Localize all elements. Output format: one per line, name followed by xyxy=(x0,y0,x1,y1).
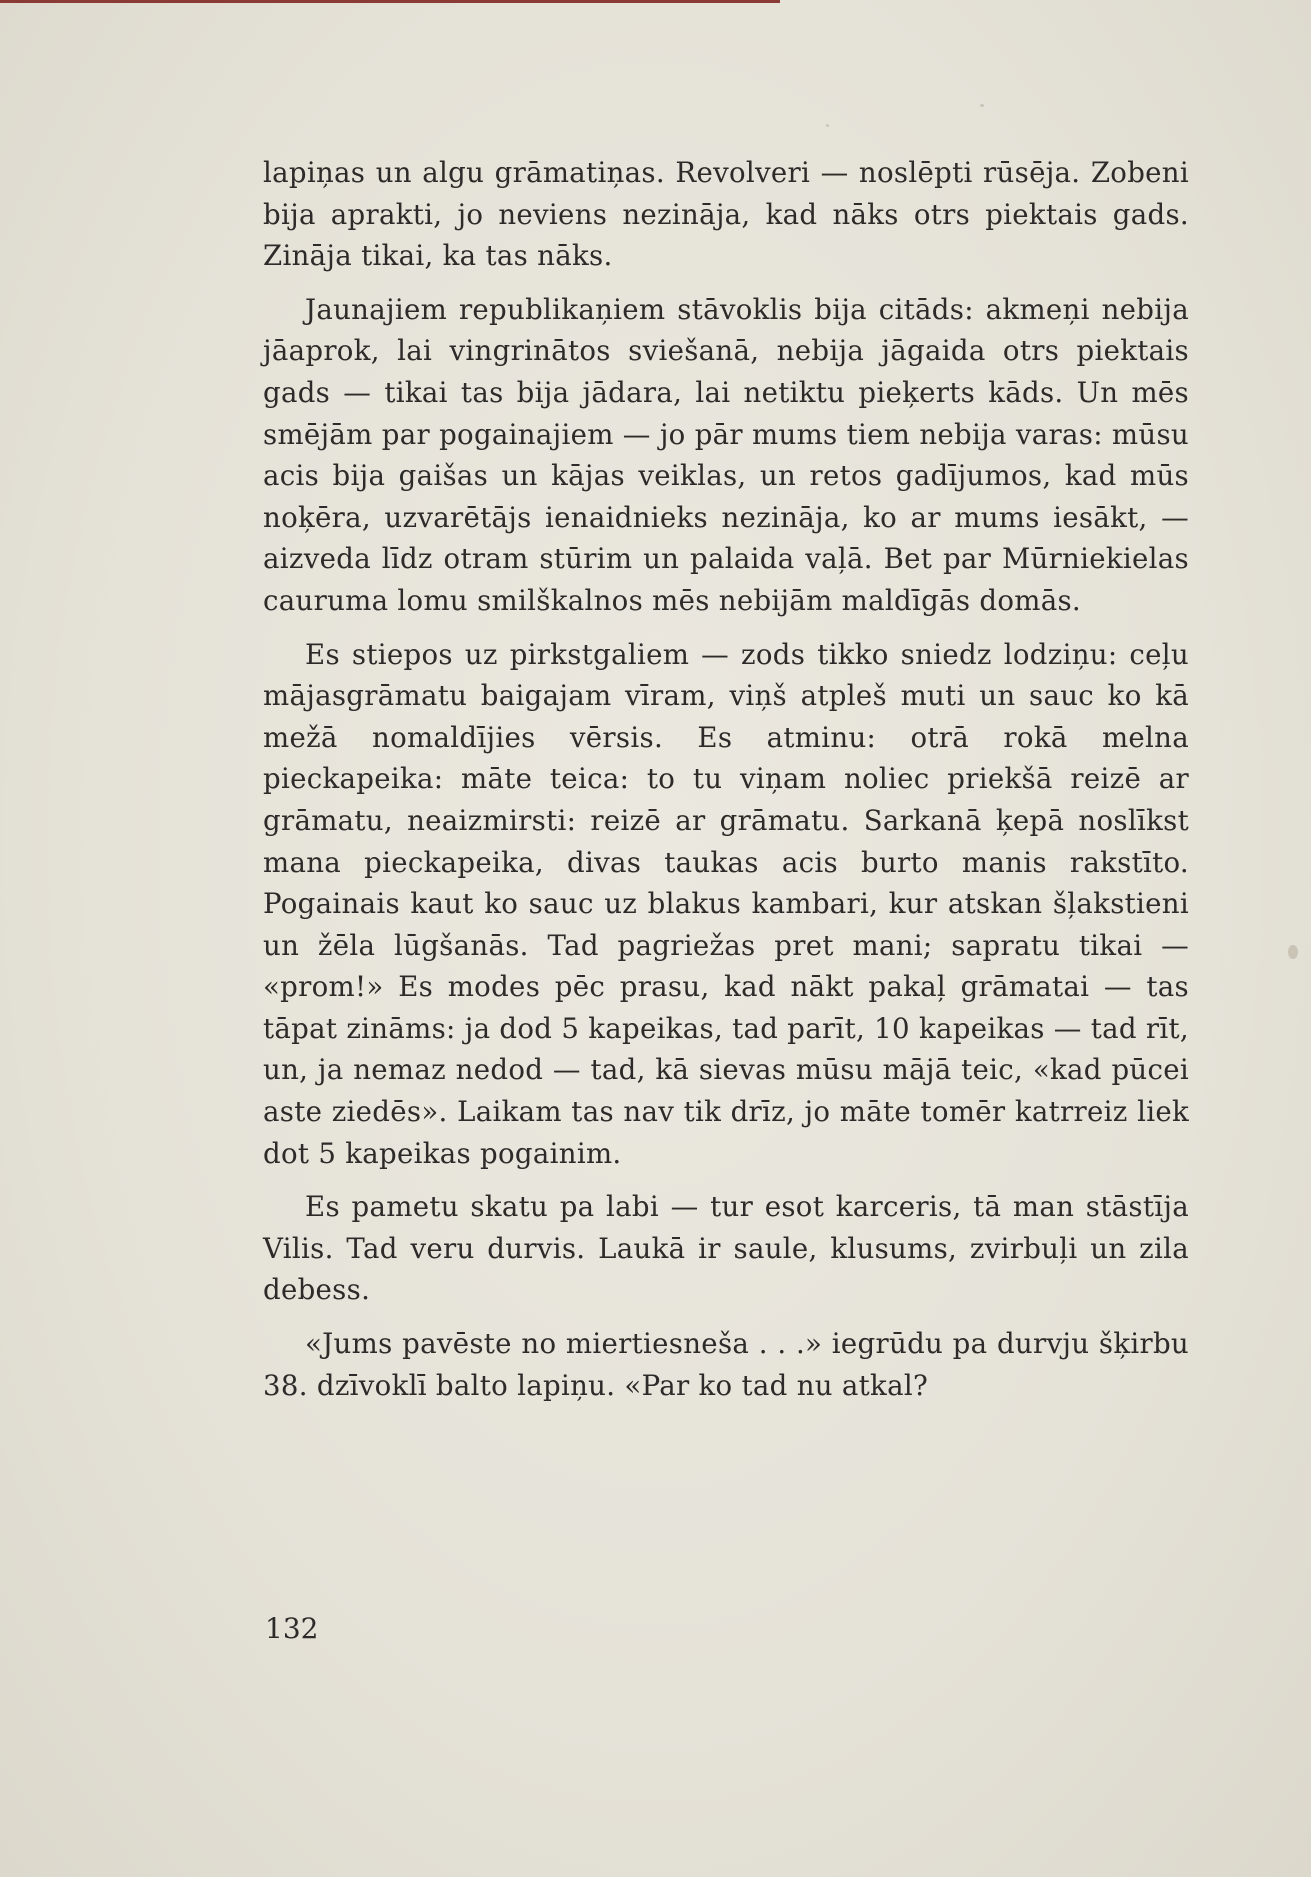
paper-speck xyxy=(1288,945,1298,959)
paragraph: Es stiepos uz pirkstgaliem — zods tikko sniedz lodziņu: ceļu mājasgrāmatu baigajam vīram, viņš atpleš muti un sauc ko kā mežā nomaldījies vērsis. Es atminu: otrā rokā melna pieckapeika: māte teica: to tu viņam noliec priekšā reizē ar grāmatu, neaizmirsti: reizē ar grāmatu. Sarkanā ķepā noslīkst mana pieckapeika, divas taukas acis burto manis rakstīto. Pogainais kaut ko sauc uz blakus kambari, kur atskan šļakstieni un žēla lūgšanās. Tad pagriežas pret mani; sapratu tikai — «prom!» Es modes pēc prasu, kad nākt pakaļ grāmatai — tas tāpat zināms: ja dod 5 kapeikas, tad parīt, 10 kapeikas — tad rīt, un, ja nemaz nedod — tad, kā sievas mūsu mājā teic, «kad pūcei aste ziedēs». Laikam tas nav tik drīz, jo māte tomēr katrreiz liek dot 5 kapeikas pogainim. xyxy=(263,637,1189,1170)
paragraph: Jaunajiem republikaņiem stāvoklis bija citāds: akmeņi nebija jāaprok, lai vingrinātos sviešanā, nebija jāgaida otrs piektais gads — tikai tas bija jādara, lai netiktu pieķerts kāds. Un mēs smējām par pogainajiem — jo pār mums tiem nebija varas: mūsu acis bija gaišas un kājas veiklas, un retos gadījumos, kad mūs noķēra, uzvarētājs ienaidnieks nezināja, ko ar mums iesākt, — aizveda līdz otram stūrim un palaida vaļā. Bet par Mūrniekielas cauruma lomu smilškalnos mēs nebijām maldīgās domās. xyxy=(263,292,1189,617)
page-top-edge xyxy=(0,0,780,3)
paper-speck xyxy=(980,104,984,107)
paragraph: Es pametu skatu pa labi — tur esot karceris, tā man stāstīja Vilis. Tad veru durvis. Laukā ir saule, klusums, zvirbuļi un zila debess. xyxy=(263,1190,1189,1307)
page-number: 132 xyxy=(265,1612,319,1645)
paper-speck xyxy=(826,124,829,127)
paragraph: lapiņas un algu grāmatiņas. Revolveri — noslēpti rūsēja. Zobeni bija aprakti, jo neviens nezināja, kad nāks otrs piektais gads. Zināja tikai, ka tas nāks. xyxy=(263,156,1189,273)
body-text xyxy=(263,152,1189,1418)
paragraph: «Jums pavēste no miertiesneša . . .» iegrūdu pa durvju šķirbu 38. dzīvoklī balto lapiņu. «Par ko tad nu atkal? xyxy=(263,1327,1189,1402)
